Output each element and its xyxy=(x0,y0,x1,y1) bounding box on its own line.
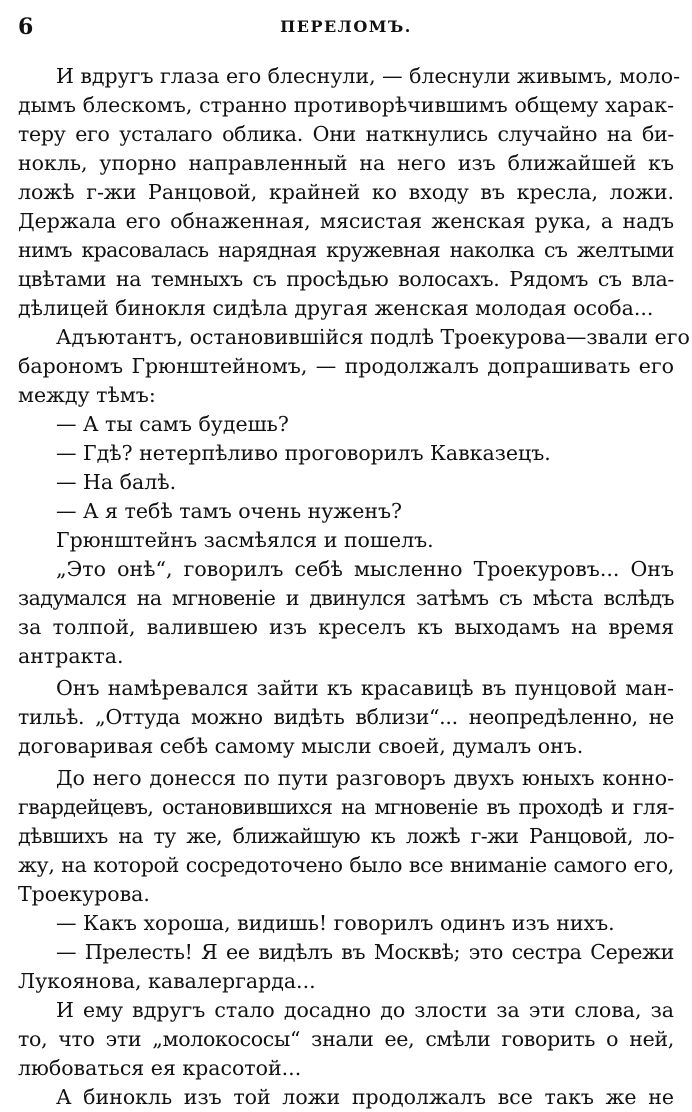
text-line: любоваться ея красотой... xyxy=(18,1056,302,1080)
dialogue-line: — А я тебѣ тамъ очень нуженъ? xyxy=(56,499,403,523)
text-line: барономъ Грюнштейномъ, — продолжалъ допрашивать его xyxy=(18,354,674,378)
text-line: Адъютантъ, остановившійся подлѣ Троекурова—звали его xyxy=(56,325,690,349)
page-header xyxy=(18,12,674,42)
text-line: Троекурова. xyxy=(18,882,150,906)
text-line: цвѣтами на темныхъ съ просѣдью волосахъ. Рядомъ съ вла- xyxy=(18,267,674,291)
text-line: дѣлицей бинокля сидѣла другая женская молодая особа... xyxy=(18,296,654,320)
page-number: 6 xyxy=(18,14,34,40)
text-line: между тѣмъ: xyxy=(18,383,156,407)
text-line: дѣвшихъ на ту же, ближайшую къ ложѣ г-жи Ранцовой, ло- xyxy=(18,824,674,848)
text-line: задумался на мгновеніе и двинулся затѣмъ съ мѣста вслѣдъ xyxy=(18,586,674,610)
text-line: нимъ красовалась нарядная кружевная наколка съ желтыми xyxy=(18,238,674,262)
dialogue-line: — Прелесть! Я ее видѣлъ въ Москвѣ; это сестра Сережи xyxy=(56,940,674,964)
text-line: Грюнштейнъ засмѣялся и пошелъ. xyxy=(56,528,434,552)
dialogue-line: — Какъ хороша, видишь! говорилъ одинъ изъ нихъ. xyxy=(56,911,615,935)
body-text xyxy=(18,62,690,1112)
text-line: Лукоянова, кавалергарда... xyxy=(18,969,316,993)
text-line: Онъ намѣревался зайти къ красавицѣ въ пунцовой ман- xyxy=(56,676,674,700)
text-line: Держала его обнаженная, мясистая женская рука, а надъ xyxy=(18,209,674,233)
text-line: И ему вдругъ стало досадно до злости за эти слова, за xyxy=(56,998,674,1022)
text-line: нокль, упорно направленный на него изъ ближайшей къ xyxy=(18,151,674,175)
text-line: тильѣ. „Оттуда можно видѣть вблизи“... неопредѣленно, не xyxy=(18,705,674,729)
dialogue-line: — А ты самъ будешь? xyxy=(56,412,289,436)
text-line: До него донесся по пути разговоръ двухъ юныхъ конно- xyxy=(56,766,674,790)
text-line: ложѣ г-жи Ранцовой, крайней ко входу въ кресла, ложи. xyxy=(18,180,674,204)
text-line: гвардейцевъ, остановившихся на мгновеніе въ проходѣ и гля- xyxy=(18,795,674,819)
text-line: И вдругъ глаза его блеснули, — блеснули живымъ, моло- xyxy=(56,64,680,88)
text-line: „Это онѣ“, говорилъ себѣ мысленно Троекуровъ... Онъ xyxy=(56,557,674,581)
text-line: жу, на которой сосредоточено было все вниманіе самого его, xyxy=(18,853,674,877)
dialogue-line: — Гдѣ? нетерпѣливо проговорилъ Кавказецъ. xyxy=(56,441,551,465)
text-line: А бинокль изъ той ложи продолжалъ все такъ же не xyxy=(56,1085,674,1109)
dialogue-line: — На балѣ. xyxy=(56,470,177,494)
text-line: договаривая себѣ самому мысли своей, думалъ онъ. xyxy=(18,734,584,758)
text-line: дымъ блескомъ, странно противорѣчившимъ общему харак- xyxy=(18,93,674,117)
running-title: ПЕРЕЛОМЪ. xyxy=(280,17,412,36)
text-line: антракта. xyxy=(18,644,124,668)
text-line: то, что эти „молокососы“ знали ее, смѣли говорить о ней, xyxy=(18,1027,674,1051)
text-line: теру его усталаго облика. Они наткнулись случайно на би- xyxy=(18,122,674,146)
text-line: за толпой, валившею изъ креселъ къ выходамъ на время xyxy=(18,615,674,639)
